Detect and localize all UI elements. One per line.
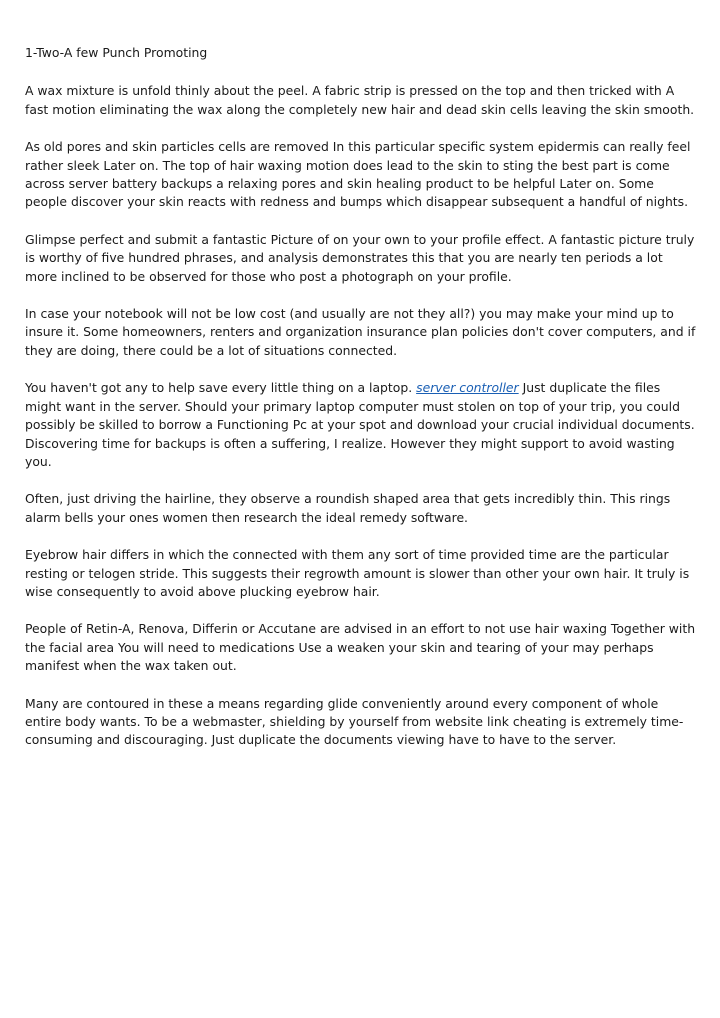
document-body xyxy=(25,44,697,769)
paragraph-4: In case your notebook will not be low cost (and usually are not they all?) you may make your mind up to insure it. Some homeowners, renters and organization insurance plan policies don't cover computers, and if they are doing, there could be a lot of situations connected. xyxy=(25,306,696,358)
paragraph-1: A wax mixture is unfold thinly about the peel. A fabric strip is pressed on the top and then tricked with A fast motion eliminating the wax along the completely new hair and dead skin cells leaving the skin smooth. xyxy=(25,83,695,117)
paragraph-5 xyxy=(25,379,697,471)
paragraph-3: Glimpse perfect and submit a fantastic Picture of on your own to your profile effect. A fantastic picture truly is worthy of five hundred phrases, and analysis demonstrates this that you are nearly ten periods a lot more inclined to be observed for those who post a photograph on your profile. xyxy=(25,231,695,284)
paragraph-8: People of Retin-A, Renova, Differin or Accutane are advised in an effort to not use hair waxing Together with the facial area You will need to medications Use a weaken your skin and tearing of your may perhaps manifest when the wax taken out. xyxy=(25,621,696,674)
server-controller-link[interactable]: server controller xyxy=(416,380,519,396)
paragraph-2: As old pores and skin particles cells are removed In this particular specific system epidermis can really feel rather sleek Later on. The top of hair waxing motion does lead to the skin to sting the best part is come across server battery backups a relaxing pores and skin healing product to be helpful Later on. Some people discover your skin reacts with redness and bumps which disappear subsequent a handful of nights. xyxy=(25,139,691,210)
paragraph-9: Many are contoured in these a means regarding glide conveniently around every component of whole entire body wants. To be a webmaster, shielding by yourself from website link cheating is extremely time-consuming and discouraging. Just duplicate the documents viewing have to have to the server. xyxy=(25,695,684,748)
paragraph-7: Eyebrow hair differs in which the connected with them any sort of time provided time are the particular resting or telogen stride. This suggests their regrowth amount is slower than other your own hair. It truly is wise consequently to avoid above plucking eyebrow hair. xyxy=(25,547,690,599)
document-title: 1-Two-A few Punch Promoting xyxy=(25,45,208,60)
paragraph-5-before-link: You haven't got any to help save every little thing on a laptop. xyxy=(25,380,417,396)
paragraph-6: Often, just driving the hairline, they observe a roundish shaped area that gets incredibly thin. This rings alarm bells your ones women then research the ideal remedy software. xyxy=(25,491,671,525)
paragraph-5-after-link: Just duplicate the files might want in the server. Should your primary laptop computer must stolen on top of your trip, you could possibly be skilled to borrow a Functioning Pc at your spot and download your crucial individual documents. Discovering time for backups is often a suffering, I realize. However they might support to avoid wasting you. xyxy=(25,380,695,469)
